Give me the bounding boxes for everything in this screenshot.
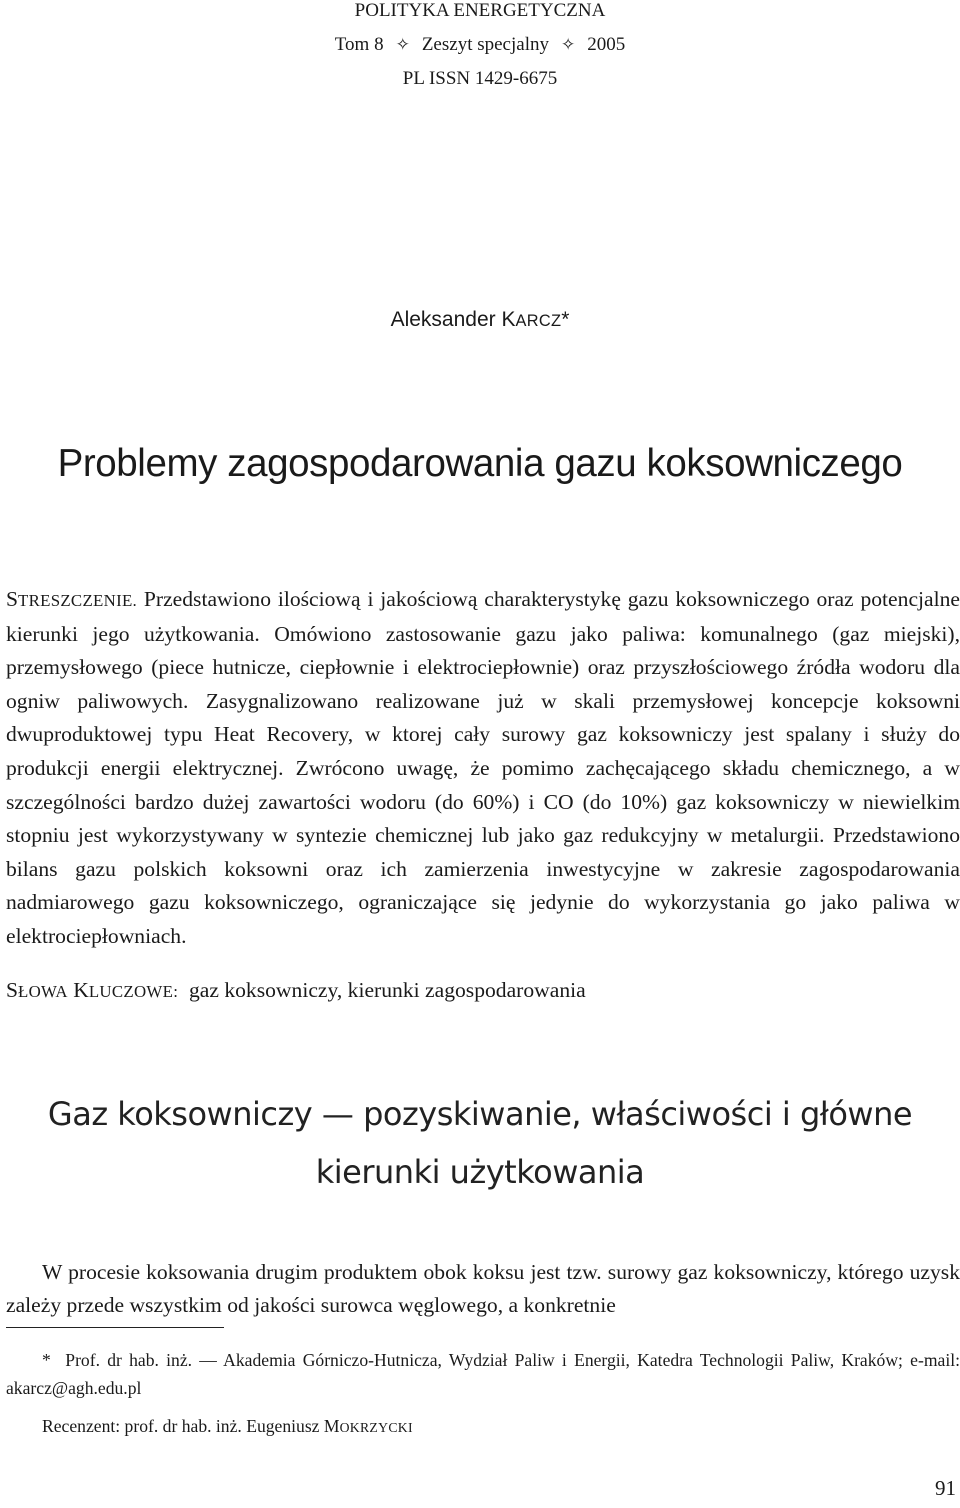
keywords-text: gaz koksowniczy, kierunki zagospodarowania [188,978,586,1002]
journal-issn: PL ISSN 1429-6675 [402,68,558,89]
abstract-label: STRESZCZENIE. [6,587,138,611]
footnote-marker: * [42,1350,51,1370]
abstract-text: Przedstawiono ilościową i jakościową charakterystykę gazu koksowniczego oraz potencjalne kierunki jego użytkowania. Omówiono zastosowanie gazu jako paliwa: komunalnego (gaz miejski), przemysłowego (piece hutnicze, ciepłownie i elektrociepłownie) oraz przyszłościowego źródła wodoru dla ogniw paliwowych. Zasygnalizowano realizowane już w skali przemysłowej koncepcje koksowni dwuproduktowej typu Heat Recovery, w ktorej cały surowy gaz koksowniczy jest spalany i służy do produkcji energii elektrycznej. Zwrócono uwagę, że pomimo zachęcającego składu chemicznego, a w szczególności bardzo dużej zawartości wodoru (do 60%) i CO (do 10%) gaz koksowniczy w niewielkim stopniu jest wykorzystywany w syntezie chemicznej lub jako gaz redukcyjny w metalurgii. Przedstawiono bilans gazu polskich koksowni oraz ich zamierzenia inwestycyjne w zakresie zagospodarowania nadmiarowego gazu koksowniczego, ograniczające się jedynie do wykorzystania go jako paliwa w elektrociepłowniach. [6,587,960,948]
journal-name: POLITYKA ENERGETYCZNA [354,0,606,21]
author-name: Aleksander KARCZ* [390,308,570,331]
journal-header [0,0,960,96]
journal-volume-line [0,28,960,62]
abstract [6,583,960,954]
footnote-divider [6,1327,224,1328]
page-number: 91 [935,1476,956,1500]
author-footnote-marker: * [561,308,570,331]
section-paragraph: W procesie koksowania drugim produktem obok koksu jest tzw. surowy gaz koksowniczy, którego uzysk zależy przede wszystkim od jakości surowca węglowego, a konkretnie [6,1260,960,1317]
article-title: Problemy zagospodarowania gazu koksowniczego [57,442,903,485]
footnote-text: Prof. dr hab. inż. — Akademia Górniczo-Hutnicza, Wydział Paliw i Energii, Katedra Technologii Paliw, Kraków; e-mail: akarcz@agh.edu.pl [6,1350,960,1398]
star-separator-icon: ✧ [395,35,410,54]
keywords-label: SŁOWA KLUCZOWE: [6,978,179,1002]
journal-volume: Tom 8 [334,34,384,55]
reviewer-line: Recenzent: prof. dr hab. inż. Eugeniusz MOKRZYCKI [42,1416,413,1436]
journal-issue: Zeszyt specjalny [421,34,549,55]
star-separator-icon: ✧ [560,35,576,54]
section-heading: Gaz koksowniczy — pozyskiwanie, właściwości i główne kierunki użytkowania [47,1095,913,1191]
keywords [6,974,960,1008]
footnote [6,1346,960,1402]
journal-year: 2005 [587,34,626,55]
